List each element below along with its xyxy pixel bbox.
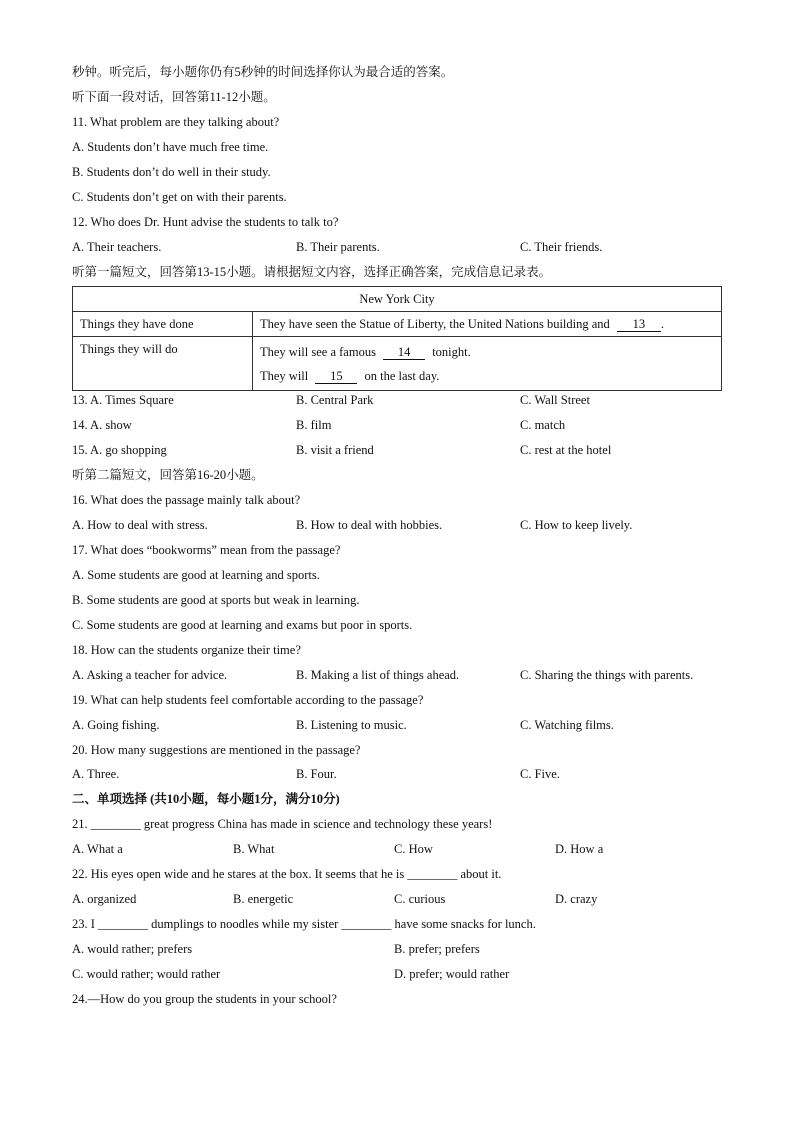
row-2-line-2-pre: They will [260, 368, 309, 383]
intro-line-1: 秒钟。听完后，每小题你仍有5秒钟的时间选择你认为最合适的答案。 [72, 65, 454, 79]
question-22-option-c: C. curious [394, 892, 446, 906]
table-title: New York City [73, 287, 722, 312]
row-2-line-1-pre: They will see a famous [260, 344, 376, 359]
question-14-option-c: C. match [520, 418, 566, 432]
table-row-2-line-2 [260, 364, 714, 388]
question-20-option-b: B. Four. [296, 767, 337, 781]
question-17-stem: 17. What does “bookworms” mean from the passage? [72, 543, 341, 557]
question-19-stem: 19. What can help students feel comfortable according to the passage? [72, 693, 424, 707]
intro-line-2: 听下面一段对话，回答第11-12小题。 [72, 90, 276, 104]
row-2-line-1-post: tonight. [432, 344, 471, 359]
question-11-option-b: B. Students don’t do well in their study. [72, 165, 271, 179]
question-16-option-a: A. How to deal with stress. [72, 518, 208, 532]
question-23-option-c: C. would rather; would rather [72, 967, 221, 981]
question-18-option-c: C. Sharing the things with parents. [520, 668, 694, 682]
question-17-option-b: B. Some students are good at sports but weak in learning. [72, 593, 360, 607]
passage-1-intro: 听第一篇短文，回答第13-15小题。请根据短文内容，选择正确答案，完成信息记录表。 [72, 265, 552, 279]
question-12-option-a: A. Their teachers. [72, 240, 162, 254]
question-11-option-a: A. Students don’t have much free time. [72, 140, 269, 154]
question-19-option-b: B. Listening to music. [296, 718, 407, 732]
question-12-option-b: B. Their parents. [296, 240, 380, 254]
section-2-heading: 二、单项选择 (共10小题，每小题1分，满分10分) [72, 792, 340, 806]
question-11-stem: 11. What problem are they talking about? [72, 115, 280, 129]
question-18-stem: 18. How can the students organize their time? [72, 643, 301, 657]
question-14-option-a: 14. A. show [72, 418, 132, 432]
question-21-option-a: A. What a [72, 842, 123, 856]
question-18-option-a: A. Asking a teacher for advice. [72, 668, 228, 682]
blank-15: 15 [315, 369, 357, 384]
passage-2-intro: 听第二篇短文，回答第16-20小题。 [72, 468, 264, 482]
question-23-option-d: D. prefer; would rather [394, 967, 510, 981]
question-14-option-b: B. film [296, 418, 332, 432]
question-23-option-a: A. would rather; prefers [72, 942, 193, 956]
question-13-option-a: 13. A. Times Square [72, 393, 174, 407]
question-19-option-a: A. Going fishing. [72, 718, 160, 732]
question-13-option-c: C. Wall Street [520, 393, 590, 407]
info-record-table [72, 286, 722, 391]
question-15-option-a: 15. A. go shopping [72, 443, 167, 457]
row-2-line-2-post: on the last day. [364, 368, 440, 383]
table-row-1-content [253, 312, 722, 337]
question-19-option-c: C. Watching films. [520, 718, 614, 732]
question-24-stem: 24.—How do you group the students in your school? [72, 992, 337, 1006]
question-18-option-b: B. Making a list of things ahead. [296, 668, 460, 682]
question-22-option-a: A. organized [72, 892, 137, 906]
question-21-option-d: D. How a [555, 842, 604, 856]
question-22-option-d: D. crazy [555, 892, 598, 906]
question-17-option-a: A. Some students are good at learning and sports. [72, 568, 320, 582]
question-20-option-a: A. Three. [72, 767, 120, 781]
question-23-stem: 23. I ________ dumplings to noodles while my sister ________ have some snacks for lunch. [72, 917, 536, 931]
table-row-2-line-1 [260, 340, 714, 364]
question-22-stem: 22. His eyes open wide and he stares at the box. It seems that he is ________ about it. [72, 867, 502, 881]
question-15-option-c: C. rest at the hotel [520, 443, 612, 457]
table-row-2-label: Things they will do [73, 337, 253, 391]
table-row-1-end: . [660, 316, 665, 331]
question-12-option-c: C. Their friends. [520, 240, 603, 254]
question-20-option-c: C. Five. [520, 767, 560, 781]
blank-14: 14 [383, 345, 425, 360]
question-21-option-c: C. How [394, 842, 433, 856]
question-23-option-b: B. prefer; prefers [394, 942, 480, 956]
question-21-stem: 21. ________ great progress China has made in science and technology these years! [72, 817, 493, 831]
table-row-1-text: They have seen the Statue of Liberty, the United Nations building and [260, 316, 610, 331]
question-22-option-b: B. energetic [233, 892, 294, 906]
blank-13: 13 [617, 317, 661, 332]
question-16-stem: 16. What does the passage mainly talk about? [72, 493, 301, 507]
question-15-option-b: B. visit a friend [296, 443, 374, 457]
question-20-stem: 20. How many suggestions are mentioned in the passage? [72, 743, 361, 757]
question-12-stem: 12. Who does Dr. Hunt advise the students to talk to? [72, 215, 339, 229]
question-11-option-c: C. Students don’t get on with their parents. [72, 190, 287, 204]
table-row-2-content [253, 337, 722, 391]
question-16-option-b: B. How to deal with hobbies. [296, 518, 443, 532]
question-16-option-c: C. How to keep lively. [520, 518, 633, 532]
question-13-option-b: B. Central Park [296, 393, 374, 407]
question-21-option-b: B. What [233, 842, 275, 856]
table-row-1-label: Things they have done [73, 312, 253, 337]
question-17-option-c: C. Some students are good at learning and exams but poor in sports. [72, 618, 413, 632]
